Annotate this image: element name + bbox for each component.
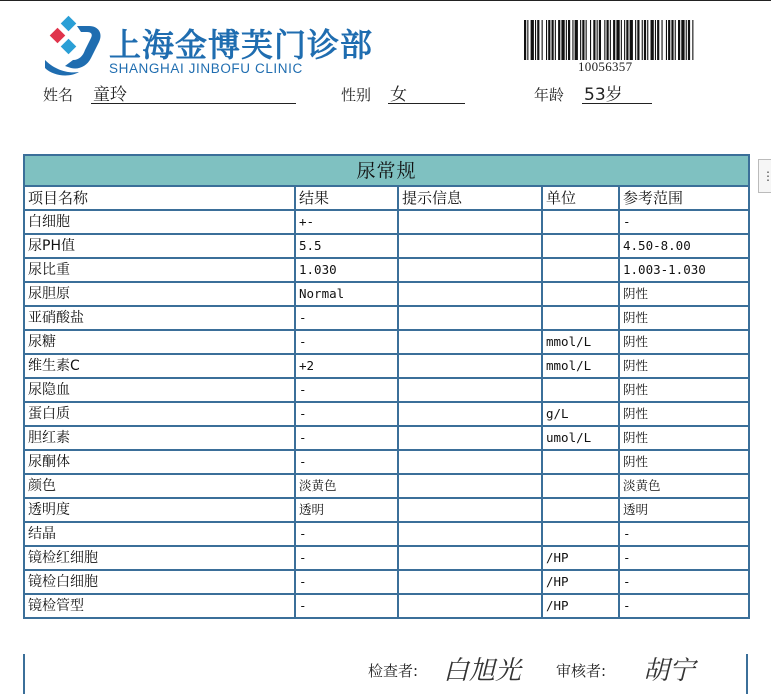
column-header-row <box>24 186 749 210</box>
item-name-cell: 尿PH值 <box>24 234 295 258</box>
result-cell: - <box>295 594 398 618</box>
table-row <box>24 522 749 546</box>
item-name-cell: 尿隐血 <box>24 378 295 402</box>
reference-cell: 阴性 <box>619 330 749 354</box>
item-name-cell: 尿胆原 <box>24 282 295 306</box>
reference-cell: 阴性 <box>619 282 749 306</box>
table-row <box>24 378 749 402</box>
reference-cell: 阴性 <box>619 402 749 426</box>
age-value: 53岁 <box>582 80 652 104</box>
item-name-cell: 镜检红细胞 <box>24 546 295 570</box>
item-name-cell: 胆红素 <box>24 426 295 450</box>
side-tab[interactable]: ⋮ <box>758 159 771 193</box>
unit-cell: /HP <box>542 594 619 618</box>
item-name-cell: 尿酮体 <box>24 450 295 474</box>
unit-cell: /HP <box>542 570 619 594</box>
hint-cell <box>398 450 542 474</box>
unit-cell <box>542 378 619 402</box>
hint-cell <box>398 546 542 570</box>
reviewer-label: 审核者: <box>556 662 607 680</box>
item-name-cell: 维生素C <box>24 354 295 378</box>
unit-cell <box>542 450 619 474</box>
hint-cell <box>398 522 542 546</box>
item-name-cell: 透明度 <box>24 498 295 522</box>
result-cell: - <box>295 402 398 426</box>
item-name-cell: 尿糖 <box>24 330 295 354</box>
reference-cell: 4.50-8.00 <box>619 234 749 258</box>
clinic-logo <box>43 16 373 78</box>
reference-cell: 阴性 <box>619 354 749 378</box>
hint-cell <box>398 426 542 450</box>
result-cell: - <box>295 378 398 402</box>
clinic-name-en: SHANGHAI JINBOFU CLINIC <box>109 61 303 76</box>
table-row <box>24 498 749 522</box>
table-row <box>24 426 749 450</box>
hint-cell <box>398 330 542 354</box>
urinalysis-report <box>23 154 748 694</box>
reference-cell: - <box>619 210 749 234</box>
clinic-name-cn: 上海金博芙门诊部 <box>109 26 374 64</box>
reference-cell: 阴性 <box>619 450 749 474</box>
barcode-number: 10056357 <box>578 59 633 74</box>
hint-cell <box>398 378 542 402</box>
unit-cell <box>542 258 619 282</box>
hint-cell <box>398 594 542 618</box>
hint-cell <box>398 306 542 330</box>
unit-cell: umol/L <box>542 426 619 450</box>
name-value: 童玲 <box>91 80 296 104</box>
result-cell: - <box>295 546 398 570</box>
reference-cell: 淡黄色 <box>619 474 749 498</box>
item-name-cell: 尿比重 <box>24 258 295 282</box>
barcode <box>524 20 694 60</box>
unit-cell <box>542 306 619 330</box>
result-cell: 淡黄色 <box>295 474 398 498</box>
item-name-cell: 蛋白质 <box>24 402 295 426</box>
reference-cell: 透明 <box>619 498 749 522</box>
unit-cell: g/L <box>542 402 619 426</box>
hint-cell <box>398 282 542 306</box>
result-cell: - <box>295 522 398 546</box>
hint-cell <box>398 402 542 426</box>
table-row <box>24 282 749 306</box>
examiner-label: 检查者: <box>368 662 419 680</box>
unit-cell <box>542 282 619 306</box>
reference-cell: - <box>619 546 749 570</box>
sex-value: 女 <box>388 80 465 104</box>
unit-cell: mmol/L <box>542 330 619 354</box>
reference-cell: 阴性 <box>619 306 749 330</box>
result-cell: Normal <box>295 282 398 306</box>
age-label: 年龄 <box>534 86 565 104</box>
hint-cell <box>398 570 542 594</box>
reference-cell: 1.003-1.030 <box>619 258 749 282</box>
result-cell: 1.030 <box>295 258 398 282</box>
examiner-signature: 白旭光 <box>443 656 522 686</box>
column-header-item: 项目名称 <box>24 186 295 210</box>
item-name-cell: 镜检管型 <box>24 594 295 618</box>
item-name-cell: 颜色 <box>24 474 295 498</box>
table-row <box>24 210 749 234</box>
table-row <box>24 594 749 618</box>
hint-cell <box>398 234 542 258</box>
column-header-hint: 提示信息 <box>398 186 542 210</box>
table-row <box>24 474 749 498</box>
hint-cell <box>398 354 542 378</box>
reference-cell: - <box>619 522 749 546</box>
column-header-result: 结果 <box>295 186 398 210</box>
column-header-unit: 单位 <box>542 186 619 210</box>
table-row <box>24 570 749 594</box>
table-row <box>24 234 749 258</box>
unit-cell <box>542 210 619 234</box>
reference-cell: - <box>619 594 749 618</box>
result-cell: - <box>295 306 398 330</box>
result-cell: 透明 <box>295 498 398 522</box>
hint-cell <box>398 258 542 282</box>
clinic-logo-icon <box>43 16 107 78</box>
reference-cell: 阴性 <box>619 378 749 402</box>
reference-cell: - <box>619 570 749 594</box>
report-title: 尿常规 <box>24 155 749 186</box>
hint-cell <box>398 474 542 498</box>
table-row <box>24 354 749 378</box>
result-cell: - <box>295 570 398 594</box>
result-cell: - <box>295 450 398 474</box>
table-row <box>24 306 749 330</box>
unit-cell: mmol/L <box>542 354 619 378</box>
unit-cell <box>542 234 619 258</box>
unit-cell <box>542 522 619 546</box>
reference-cell: 阴性 <box>619 426 749 450</box>
result-cell: +- <box>295 210 398 234</box>
table-row <box>24 330 749 354</box>
unit-cell: /HP <box>542 546 619 570</box>
report-title-row <box>24 155 749 186</box>
result-cell: +2 <box>295 354 398 378</box>
column-header-reference: 参考范围 <box>619 186 749 210</box>
table-row <box>24 258 749 282</box>
item-name-cell: 镜检白细胞 <box>24 570 295 594</box>
result-cell: - <box>295 330 398 354</box>
unit-cell <box>542 498 619 522</box>
result-cell: - <box>295 426 398 450</box>
reviewer-signature: 胡宁 <box>643 656 696 686</box>
result-cell: 5.5 <box>295 234 398 258</box>
table-row <box>24 546 749 570</box>
name-label: 姓名 <box>43 86 74 104</box>
page-top-border <box>0 0 771 1</box>
item-name-cell: 亚硝酸盐 <box>24 306 295 330</box>
report-table <box>23 154 750 619</box>
unit-cell <box>542 474 619 498</box>
item-name-cell: 结晶 <box>24 522 295 546</box>
item-name-cell: 白细胞 <box>24 210 295 234</box>
table-row <box>24 402 749 426</box>
table-row <box>24 450 749 474</box>
hint-cell <box>398 498 542 522</box>
sex-label: 性别 <box>341 86 372 104</box>
hint-cell <box>398 210 542 234</box>
